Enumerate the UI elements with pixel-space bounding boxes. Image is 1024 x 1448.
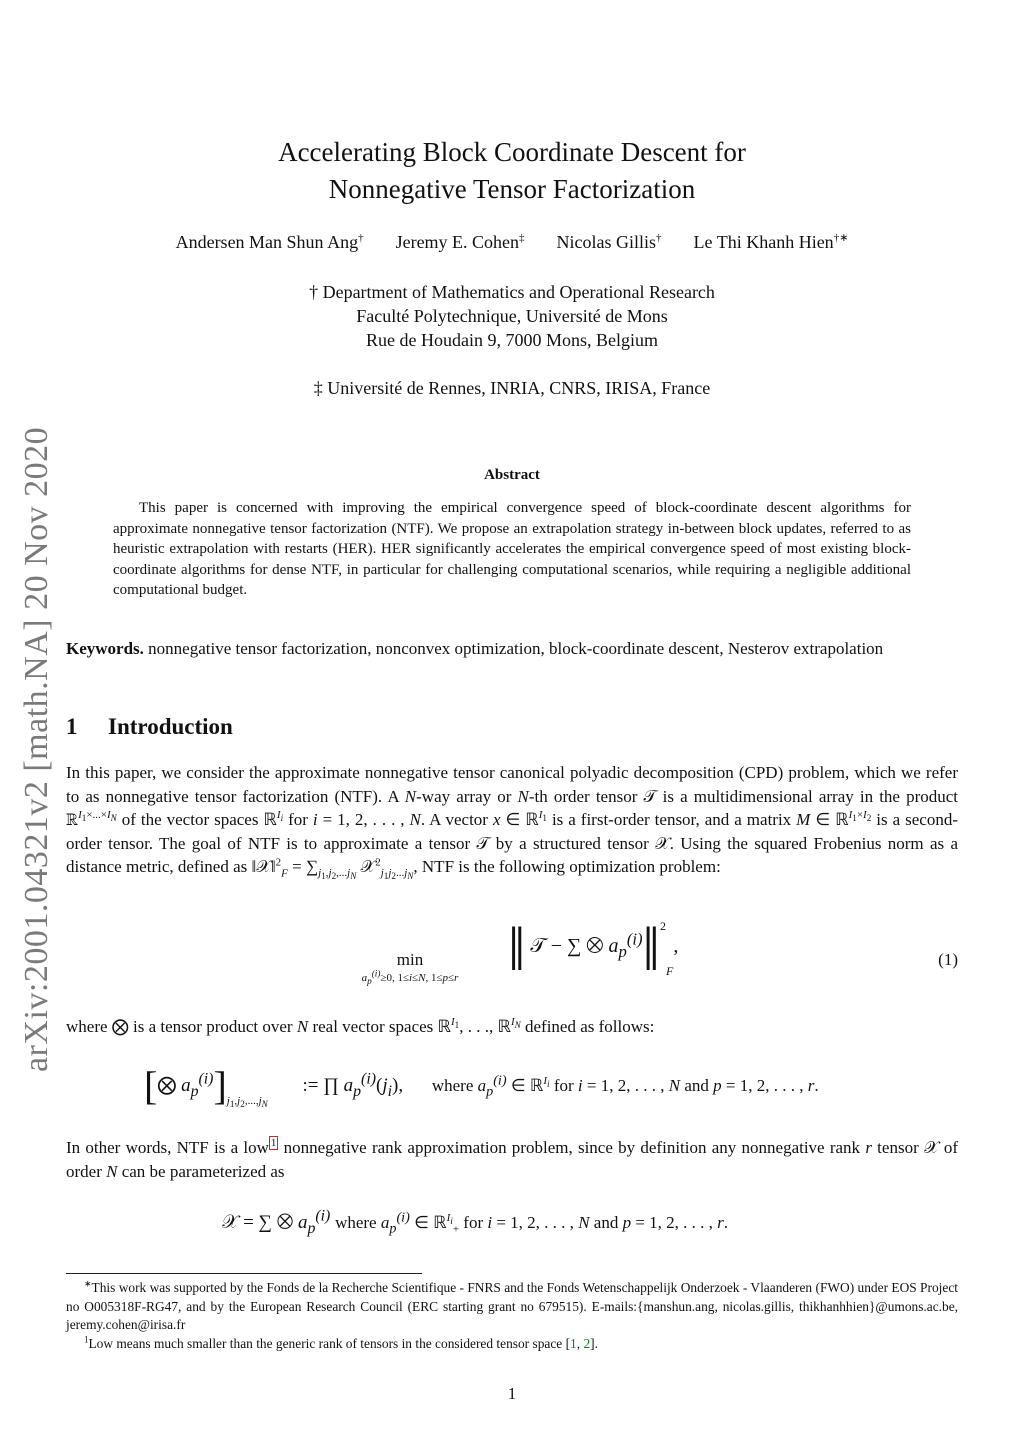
author: Jeremy E. Cohen‡ <box>395 232 525 252</box>
author: Le Thi Khanh Hien†∗ <box>693 232 849 252</box>
citation-link[interactable]: 2 <box>583 1336 591 1351</box>
author: Andersen Man Shun Ang† <box>175 232 364 252</box>
footnote-star: ∗This work was supported by the Fonds de la Recherche Scientifique - FNRS and the Fonds Wetenschappelijk Onderzoek - Vlaanderen (FWO) under EOS Project no O005318F-RG47, and by the European Research Council (ERC starting grant no 679515). E-mails:{manshun.ang, nicolas.gillis, thikhanhhien}@umons.ac.be, jeremy.cohen@irisa.fr <box>66 1278 958 1332</box>
keywords-text: nonnegative tensor factorization, nonconvex optimization, block-coordinate descent, Nesterov extrapolation <box>148 639 884 658</box>
intro-paragraph-1: In this paper, we consider the approximate nonnegative tensor canonical polyadic decomposition (CPD) problem, which we refer to as nonnegative tensor factorization (NTF). A N-way array or N-th order tensor 𝒯 is a multidimensional array in the product ℝ$^{I_1\times...\times I_N}$ of the vector spaces ℝ$^{I_i}$ for i = 1, 2, . . . , N. A vector x ∈ ℝ$^{I_1}$ is a first-order tensor, and a matrix M ∈ ℝ$^{I_1\times I_2}$ is a second-order tensor. The goal of NTF is to approximate a tensor 𝒯 by a structured tensor 𝒳. Using the squared Frobenius norm as a distance metric, defined as ‖𝒳‖$^2_F$ = $\sum_{j_1,j_2,...j_N}$ 𝒳$^2_{j_1j_2...j_N}$, NTF is the following optimization problem: <box>66 763 958 882</box>
footnote-1-link[interactable]: 1 <box>270 1137 277 1150</box>
intro-paragraph-3: In other words, NTF is a low $^1$ nonnegative rank approximation problem, since by definition any nonnegative rank r tensor 𝒳 of order N can be parameterized as <box>66 1137 959 1181</box>
title-line-1: Accelerating Block Coordinate Descent for <box>278 137 746 167</box>
equation-1-number: (1) <box>938 950 958 969</box>
equation-parameterization: 𝒳 = ∑ ⨂ $a_p^{(i)}$ where $a_p^{(i)}$ ∈ ℝ$^{I_i}_+$ for i = 1, 2, . . . , N and p = 1, 2, . . . , r. <box>222 1207 729 1237</box>
footnote-rule <box>66 1273 422 1274</box>
abstract-heading: Abstract <box>484 467 540 483</box>
equation-1-objective: ‖ 𝒯 − ∑ ⨂ $a_p^{(i)}‖^2_F$, <box>508 916 679 984</box>
footnote-1: $^1$Low means much smaller than the generic rank of tensors in the considered tensor space [1, 2]. <box>84 1334 598 1351</box>
keywords <box>66 637 958 661</box>
equation-tensor-product-definition: [⨂ $a_p^{(i)}]_{j_1,j_2,...,j_N}$ := ∏ $a_p^{(i)}(j_i)$, where $a_p^{(i)}$ ∈ ℝ$^{I_i}$ for i = 1, 2, . . . , N and p = 1, 2, . . . , r. <box>144 1063 819 1109</box>
section-heading: 1 Introduction <box>66 714 233 739</box>
affiliation-1: † Department of Mathematics and Operational Research Faculté Polytechnique, Université de Mons Rue de Houdain 9, 7000 Mons, Belgium <box>309 282 715 350</box>
paper-title <box>0 134 1024 208</box>
author-list <box>0 232 1024 253</box>
intro-paragraph-2: where ⨂ is a tensor product over N real vector spaces ℝ$^{I_1}$, . . ., ℝ$^{I_N}$ defined as follows: <box>66 1016 655 1036</box>
abstract-text: This paper is concerned with improving the empirical convergence speed of block-coordinate descent algorithms for approximate nonnegative tensor factorization (NTF). We propose an extrapolation strategy in-between block updates, referred to as heuristic extrapolation with restarts (HER). HER significantly accelerates the empirical convergence speed of most existing block-coordinate algorithms for dense NTF, in particular for challenging computational scenarios, while requiring a negligible additional computational budget. <box>113 500 911 598</box>
author: Nicolas Gillis† <box>556 232 662 252</box>
arxiv-identifier: arXiv:2001.04321v2 [math.NA] 20 Nov 2020 <box>18 426 55 1072</box>
citation-link[interactable]: 1 <box>570 1336 577 1351</box>
keywords-label: Keywords. <box>66 639 144 658</box>
title-line-2: Nonnegative Tensor Factorization <box>328 174 696 204</box>
equation-1-min: min $a_p^{(i)}\ge 0$, 1≤i≤N, 1≤p≤r <box>361 950 459 987</box>
affiliation-2: ‡ Université de Rennes, INRIA, CNRS, IRISA, France <box>313 378 711 398</box>
page-number: 1 <box>507 1384 517 1403</box>
